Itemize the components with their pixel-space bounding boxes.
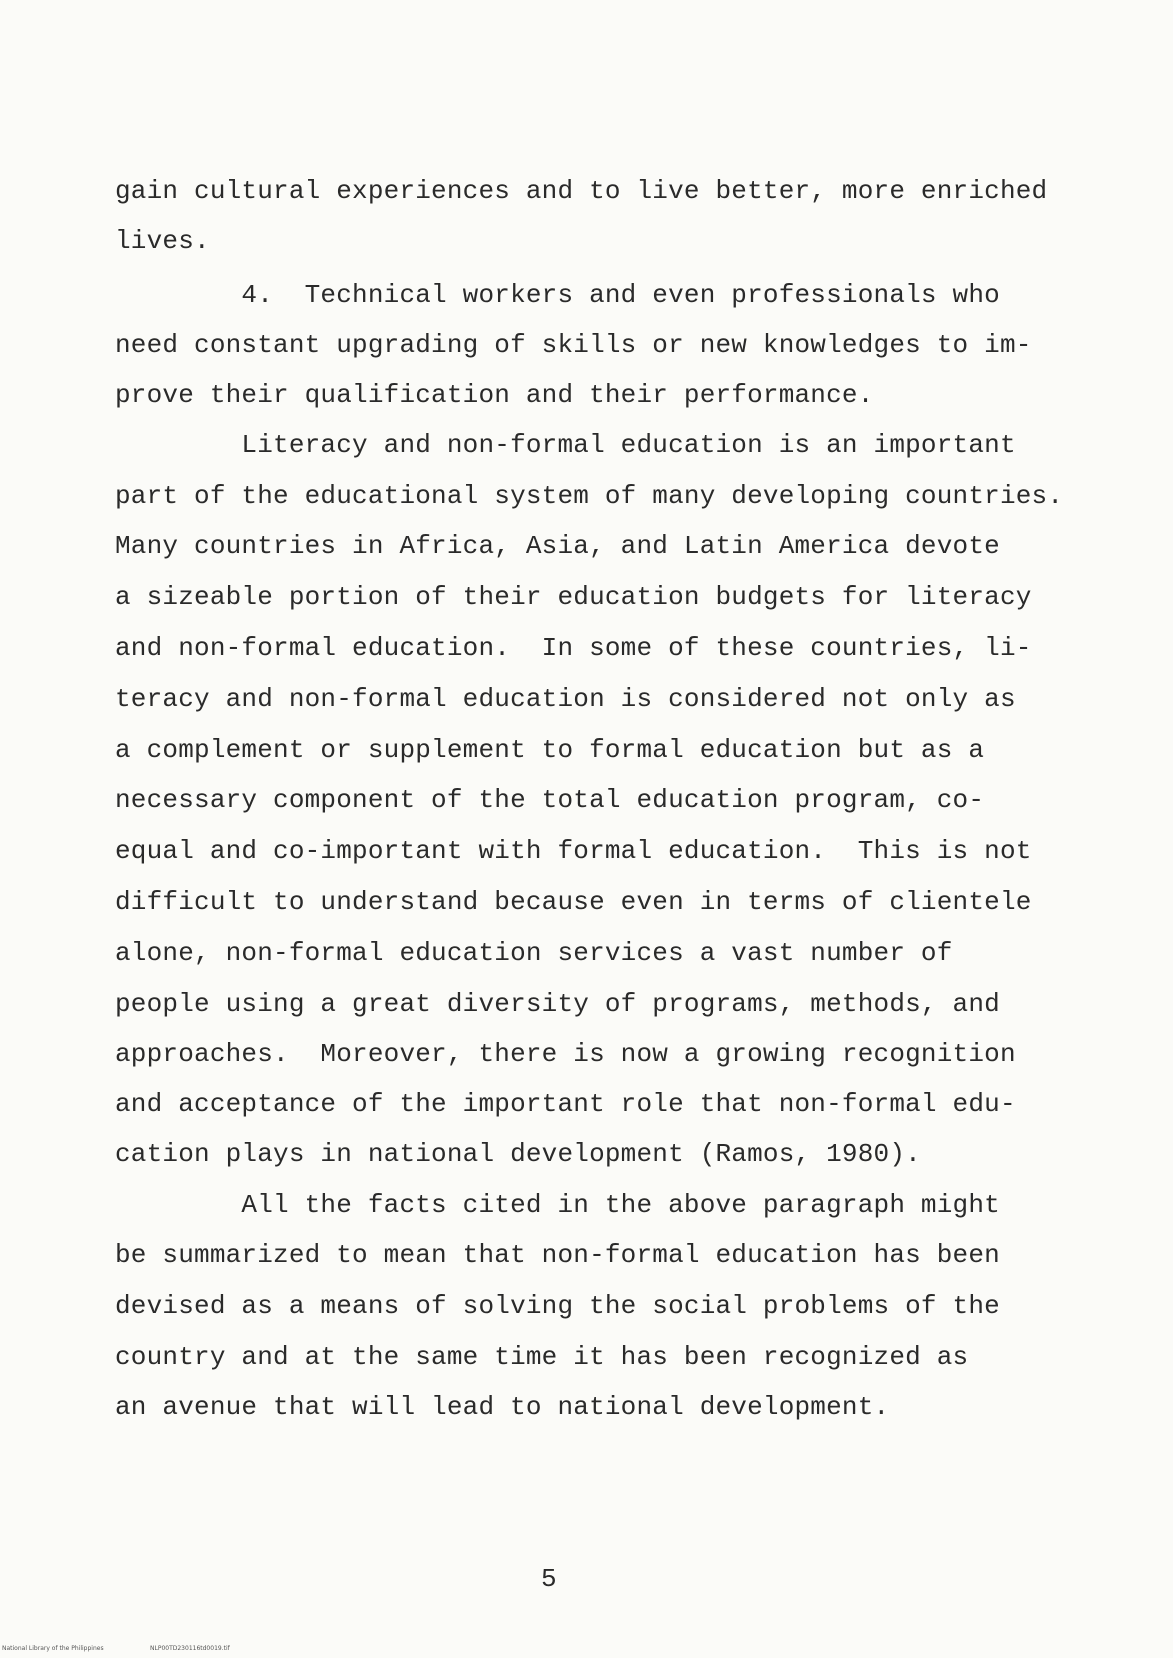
- text-line: Many countries in Africa, Asia, and Latin America devote: [115, 531, 1000, 561]
- text-line: devised as a means of solving the social problems of the: [115, 1291, 1000, 1321]
- text-line: part of the educational system of many developing countries.: [115, 481, 1064, 511]
- text-line: and acceptance of the important role that non-formal edu-: [115, 1089, 1016, 1119]
- text-line: approaches. Moreover, there is now a growing recognition: [115, 1039, 1016, 1069]
- text-line: teracy and non-formal education is considered not only as: [115, 684, 1016, 714]
- page-number: 5: [541, 1564, 557, 1594]
- text-line: country and at the same time it has been recognized as: [115, 1342, 969, 1372]
- text-line: cation plays in national development (Ramos, 1980).: [115, 1139, 921, 1169]
- footer-library-label: National Library of the Philippines: [2, 1645, 104, 1652]
- text-line: a complement or supplement to formal education but as a: [115, 735, 985, 765]
- text-line: All the facts cited in the above paragraph might: [115, 1190, 1000, 1220]
- text-line: prove their qualification and their performance.: [115, 380, 874, 410]
- text-line: need constant upgrading of skills or new knowledges to im-: [115, 330, 1032, 360]
- text-line: a sizeable portion of their education budgets for literacy: [115, 582, 1032, 612]
- text-line: and non-formal education. In some of these countries, li-: [115, 633, 1032, 663]
- text-line: an avenue that will lead to national development.: [115, 1392, 890, 1422]
- text-line: people using a great diversity of programs, methods, and: [115, 989, 1000, 1019]
- text-line: be summarized to mean that non-formal education has been: [115, 1240, 1000, 1270]
- text-line: alone, non-formal education services a vast number of: [115, 938, 953, 968]
- text-line: lives.: [115, 226, 210, 256]
- text-line: 4. Technical workers and even professionals who: [115, 280, 1000, 310]
- text-line: Literacy and non-formal education is an important: [115, 430, 1016, 460]
- footer-file-identifier: NLP00TD230116td0019.tif: [150, 1645, 230, 1652]
- text-line: difficult to understand because even in terms of clientele: [115, 887, 1032, 917]
- text-line: gain cultural experiences and to live better, more enriched: [115, 176, 1048, 206]
- text-line: necessary component of the total education program, co-: [115, 785, 985, 815]
- text-line: equal and co-important with formal education. This is not: [115, 836, 1032, 866]
